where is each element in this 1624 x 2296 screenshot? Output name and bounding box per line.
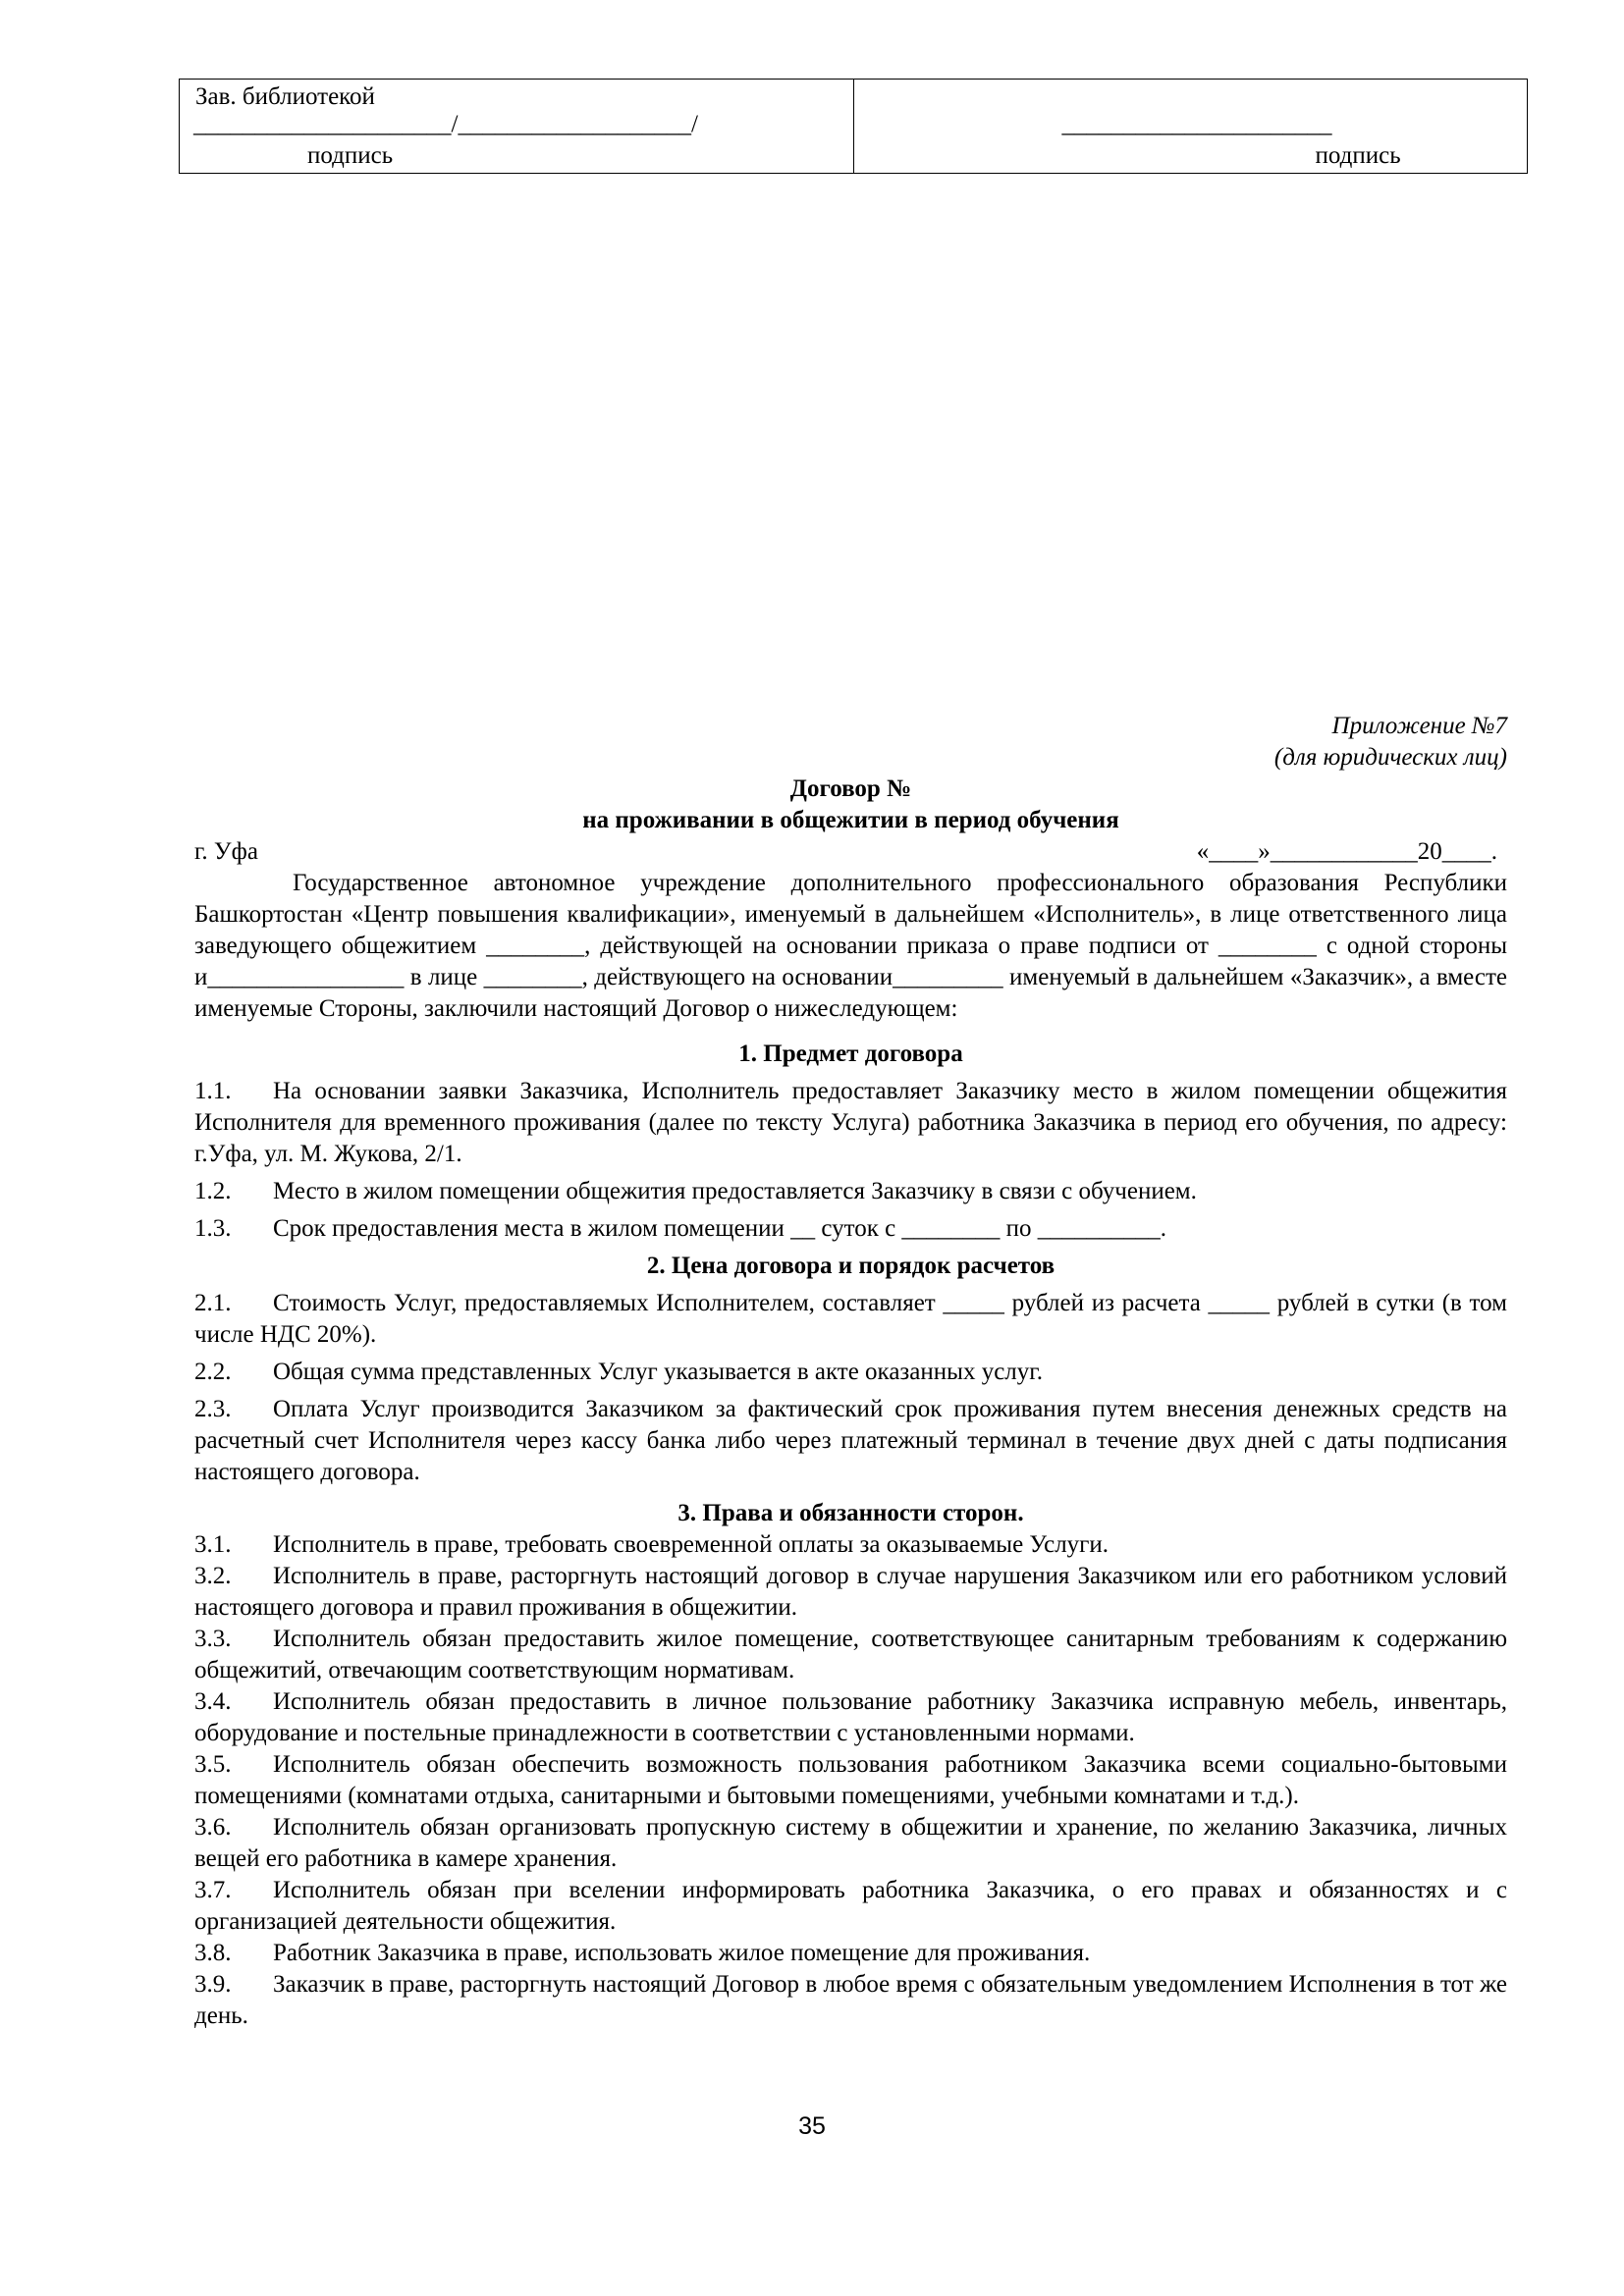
clause xyxy=(194,1969,1507,2032)
clause-number: 3.9. xyxy=(194,1971,232,1998)
clause-number: 3.7. xyxy=(194,1877,232,1903)
clause-text: Исполнитель в праве, требовать своевременной оплаты за оказываемые Услуги. xyxy=(273,1531,1110,1558)
clause xyxy=(194,1288,1507,1351)
signature-line-right: ______________________ xyxy=(1061,111,1332,137)
clause xyxy=(194,1176,1507,1207)
clause-text: Оплата Услуг производится Заказчиком за фактический срок проживания путем внесения денежных средств на расчетный счет Исполнителя через кассу банка либо через платежный терминал в течение двух дней с даты подписания настоящего договора. xyxy=(194,1396,1507,1485)
clause-number: 3.8. xyxy=(194,1940,232,1966)
city-date-row xyxy=(194,836,1507,868)
clause-number: 1.1. xyxy=(194,1078,232,1104)
clause-number: 2.1. xyxy=(194,1290,232,1316)
clause-text: Исполнитель обязан при вселении информировать работника Заказчика, о его правах и обязанностях и с организацией деятельности общежития. xyxy=(194,1877,1507,1935)
clause-text: Срок предоставления места в жилом помещении __ суток с ________ по __________. xyxy=(273,1215,1167,1242)
clause-text: Общая сумма представленных Услуг указывается в акте оказанных услуг. xyxy=(273,1359,1043,1385)
clause-text: Работник Заказчика в праве, использовать жилое помещение для проживания. xyxy=(273,1940,1091,1966)
clause-number: 3.4. xyxy=(194,1688,232,1715)
signature-cell-left xyxy=(180,80,854,173)
section-title: 2. Цена договора и порядок расчетов xyxy=(646,1253,1056,1279)
clause xyxy=(194,1938,1507,1969)
clause-text: Исполнитель обязан предоставить жилое помещение, соответствующее санитарным требованиям к содержанию общежитий, отвечающим соответствующим нормативам. xyxy=(194,1626,1507,1683)
section-title: 3. Права и обязанности сторон. xyxy=(677,1500,1024,1526)
clause-text: Исполнитель в праве, расторгнуть настоящий договор в случае нарушения Заказчиком или его работником условий настоящего договора и правил проживания в общежитии. xyxy=(194,1563,1507,1621)
clause xyxy=(194,1624,1507,1686)
clause-number: 2.2. xyxy=(194,1359,232,1385)
clause-text: Исполнитель обязан предоставить в личное пользование работнику Заказчика исправную мебель, инвентарь, оборудование и постельные принадлежности в соответствии с установленными нормами. xyxy=(194,1688,1507,1746)
contract-body xyxy=(194,711,1507,2032)
contract-date: «____»____________20____. xyxy=(1196,838,1497,865)
appendix-note: (для юридических лиц) xyxy=(1273,744,1507,771)
contract-title: Договор № xyxy=(789,775,912,802)
city: г. Уфа xyxy=(194,838,258,865)
clause xyxy=(194,1875,1507,1938)
clause-number: 1.2. xyxy=(194,1178,232,1204)
clause-number: 3.3. xyxy=(194,1626,232,1652)
clause-number: 2.3. xyxy=(194,1396,232,1422)
clause-number: 3.2. xyxy=(194,1563,232,1589)
clause xyxy=(194,1213,1507,1245)
contract-subtitle: на проживании в общежитии в период обучения xyxy=(582,807,1119,833)
signature-line-left: _____________________/___________________/ xyxy=(193,111,698,137)
signature-caption-left: подпись xyxy=(307,142,394,169)
clause-number: 3.5. xyxy=(194,1751,232,1778)
preamble: Государственное автономное учреждение дополнительного профессионального образования Республики Башкортостан «Центр повышения квалификации», именуемый в дальнейшем «Исполнитель», в лице ответственного лица заведующего общежитием ________, действующей на основании приказа о праве подписи от ________ с одной стороны и________________ в лице ________, действующего на основании_________ именуемый в дальнейшем «Заказчик», а вместе именуемые Стороны, заключили настоящий Договор о нижеследующем: xyxy=(194,870,1507,1022)
section-1 xyxy=(194,1039,1507,1245)
clause xyxy=(194,1749,1507,1812)
clause-number: 3.1. xyxy=(194,1531,232,1558)
page-number: 35 xyxy=(798,2112,826,2140)
clause-number: 1.3. xyxy=(194,1215,232,1242)
section-3 xyxy=(194,1498,1507,2032)
clause xyxy=(194,1812,1507,1875)
clause xyxy=(194,1686,1507,1749)
clause xyxy=(194,1357,1507,1388)
section-2 xyxy=(194,1251,1507,1488)
clause-text: Исполнитель обязан обеспечить возможность пользования работником Заказчика всеми социально-бытовыми помещениями (комнатами отдыха, санитарными и бытовыми помещениями, учебными комнатами и т.д.). xyxy=(194,1751,1507,1809)
clause-text: Заказчик в праве, расторгнуть настоящий Договор в любое время с обязательным уведомлением Исполнения в тот же день. xyxy=(194,1971,1507,2029)
clause-text: Исполнитель обязан организовать пропускную систему в общежитии и хранение, по желанию Заказчика, личных вещей его работника в камере хранения. xyxy=(194,1814,1507,1872)
clause xyxy=(194,1529,1507,1561)
library-head-label: Зав. библиотекой xyxy=(195,83,375,110)
section-title: 1. Предмет договора xyxy=(738,1041,963,1067)
clause-text: На основании заявки Заказчика, Исполнитель предоставляет Заказчику место в жилом помещении общежития Исполнителя для временного проживания (далее по тексту Услуга) работника Заказчика в период его обучения, по адресу: г.Уфа, ул. М. Жукова, 2/1. xyxy=(194,1078,1507,1167)
clause xyxy=(194,1394,1507,1488)
appendix-number: Приложение №7 xyxy=(1331,713,1507,739)
clause-text: Стоимость Услуг, предоставляемых Исполнителем, составляет _____ рублей из расчета _____ рублей в сутки (в том числе НДС 20%). xyxy=(194,1290,1507,1348)
signature-caption-right: подпись xyxy=(1315,142,1401,169)
clause-number: 3.6. xyxy=(194,1814,232,1841)
clause-text: Место в жилом помещении общежития предоставляется Заказчику в связи с обучением. xyxy=(273,1178,1197,1204)
clause xyxy=(194,1561,1507,1624)
signature-table xyxy=(179,79,1528,174)
clause xyxy=(194,1076,1507,1170)
signature-cell-right xyxy=(854,80,1528,173)
